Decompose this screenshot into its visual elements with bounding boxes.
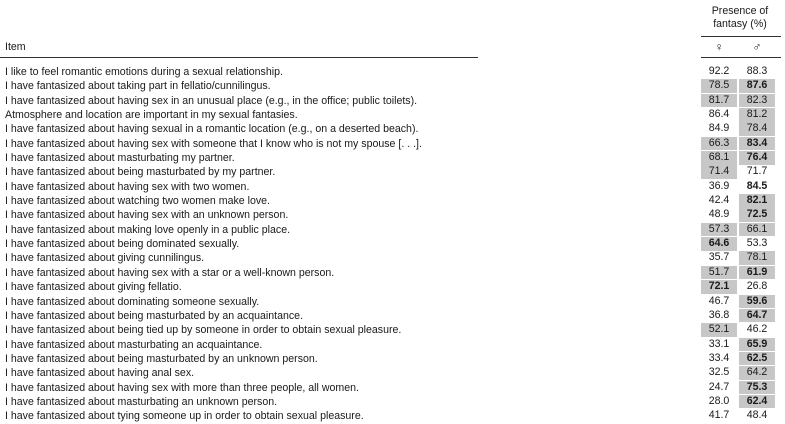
group-label-line2: fantasy (%) <box>713 18 767 30</box>
header-rule-left <box>0 57 478 58</box>
female-value: 24.7 <box>708 380 730 393</box>
item-text: I have fantasized about being masturbated by an unknown person. <box>5 352 318 365</box>
female-value: 64.6 <box>701 237 737 251</box>
male-value: 65.9 <box>739 338 775 352</box>
table-row <box>0 352 785 366</box>
item-text: I have fantasized about watching two women make love. <box>5 195 270 208</box>
item-text: I have fantasized about being dominated sexually. <box>5 238 240 251</box>
item-text: I have fantasized about making love openly in a public place. <box>5 223 291 236</box>
male-value: 87.6 <box>739 79 775 93</box>
table-row <box>0 381 785 395</box>
table-row <box>0 165 785 179</box>
item-text: I have fantasized about giving fellatio. <box>5 281 182 294</box>
female-value: 36.8 <box>708 308 730 321</box>
male-value: 61.9 <box>739 266 775 280</box>
table-row <box>0 237 785 251</box>
item-text: I have fantasized about having anal sex. <box>5 367 195 380</box>
female-value: 48.9 <box>708 208 730 221</box>
item-text: I have fantasized about having sex with a star or a well-known person. <box>5 266 335 279</box>
female-value: 36.9 <box>708 179 730 192</box>
male-value: 82.3 <box>739 94 775 108</box>
male-column-header: ♂ <box>752 40 762 54</box>
table-row <box>0 108 785 122</box>
item-text: I have fantasized about masturbating an acquaintance. <box>5 338 263 351</box>
table-row <box>0 366 785 380</box>
item-text: I have fantasized about having sex with two women. <box>5 180 250 193</box>
female-value: 78.5 <box>701 79 737 93</box>
item-text: I have fantasized about having sex with someone that I know who is not my spouse [. . .]. <box>5 137 422 150</box>
male-value: 84.5 <box>746 179 768 192</box>
table-row <box>0 395 785 409</box>
male-value: 62.5 <box>739 352 775 366</box>
male-value: 83.4 <box>739 137 775 151</box>
fantasy-presence-header <box>692 5 785 31</box>
table-row <box>0 79 785 93</box>
table-row <box>0 280 785 294</box>
female-value: 35.7 <box>708 251 730 264</box>
table-body <box>0 65 785 424</box>
male-value: 88.3 <box>746 65 768 77</box>
female-value: 66.3 <box>701 137 737 151</box>
table-row <box>0 223 785 237</box>
male-value: 78.1 <box>739 251 775 265</box>
female-value: 92.2 <box>708 65 730 77</box>
male-value: 76.4 <box>739 151 775 165</box>
male-value: 81.2 <box>739 108 775 122</box>
item-text: I have fantasized about having sex with an unknown person. <box>5 209 289 222</box>
item-text: I have fantasized about masturbating an unknown person. <box>5 395 278 408</box>
female-value: 28.0 <box>708 394 730 407</box>
male-value: 59.6 <box>739 295 775 309</box>
table-row <box>0 194 785 208</box>
table-row <box>0 94 785 108</box>
female-value: 71.4 <box>701 165 737 179</box>
item-text: Atmosphere and location are important in my sexual fantasies. <box>5 109 298 122</box>
male-value: 53.3 <box>746 237 768 250</box>
female-value: 42.4 <box>708 194 730 207</box>
item-text: I have fantasized about giving cunnilingus. <box>5 252 205 265</box>
female-value: 72.1 <box>701 280 737 294</box>
item-column-header: Item <box>5 41 26 53</box>
male-value: 66.1 <box>739 223 775 237</box>
male-value: 64.2 <box>739 366 775 380</box>
table-row <box>0 309 785 323</box>
male-value: 64.7 <box>739 309 775 323</box>
table-row <box>0 137 785 151</box>
table-row <box>0 266 785 280</box>
female-value: 86.4 <box>708 108 730 121</box>
female-value: 52.1 <box>701 323 737 337</box>
table-row <box>0 251 785 265</box>
table-row <box>0 180 785 194</box>
item-text: I have fantasized about having sexual in a romantic location (e.g., on a deserted beach). <box>5 123 419 136</box>
male-value: 62.4 <box>739 395 775 409</box>
male-value: 78.4 <box>739 122 775 136</box>
male-value: 82.1 <box>739 194 775 208</box>
table-row <box>0 151 785 165</box>
male-value: 46.2 <box>746 323 768 336</box>
table-row <box>0 338 785 352</box>
item-text: I have fantasized about tying someone up in order to obtain sexual pleasure. <box>5 410 364 423</box>
female-column-header: ♀ <box>714 40 724 54</box>
male-value: 48.4 <box>746 409 768 422</box>
female-value: 57.3 <box>701 223 737 237</box>
female-value: 33.4 <box>708 351 730 364</box>
item-text: I have fantasized about being masturbated by my partner. <box>5 166 276 179</box>
male-value: 26.8 <box>746 280 768 293</box>
item-text: I have fantasized about dominating someone sexually. <box>5 295 260 308</box>
female-value: 68.1 <box>701 151 737 165</box>
item-text: I have fantasized about taking part in fellatio/cunnilingus. <box>5 80 271 93</box>
item-text: I have fantasized about having sex in an unusual place (e.g., in the office; public toilets). <box>5 94 418 107</box>
table-row <box>0 122 785 136</box>
female-value: 33.1 <box>708 337 730 350</box>
female-value: 51.7 <box>701 266 737 280</box>
female-value: 32.5 <box>708 366 730 379</box>
item-text: I like to feel romantic emotions during a sexual relationship. <box>5 66 283 78</box>
table-row <box>0 295 785 309</box>
group-header-rule <box>701 36 781 37</box>
item-text: I have fantasized about being tied up by someone in order to obtain sexual pleasure. <box>5 324 402 337</box>
item-text: I have fantasized about masturbating my partner. <box>5 152 235 165</box>
male-value: 72.5 <box>739 208 775 222</box>
table-row <box>0 409 785 423</box>
female-value: 46.7 <box>708 294 730 307</box>
group-label-line1: Presence of <box>711 5 769 17</box>
table-row <box>0 323 785 337</box>
header-rule-right <box>701 57 781 58</box>
male-value: 75.3 <box>739 381 775 395</box>
female-value: 81.7 <box>701 94 737 108</box>
table-row <box>0 208 785 222</box>
female-value: 84.9 <box>708 122 730 135</box>
male-value: 71.7 <box>746 165 768 178</box>
item-text: I have fantasized about having sex with more than three people, all women. <box>5 381 359 394</box>
female-value: 41.7 <box>708 409 730 422</box>
item-text: I have fantasized about being masturbated by an acquaintance. <box>5 309 304 322</box>
table-row <box>0 65 785 79</box>
